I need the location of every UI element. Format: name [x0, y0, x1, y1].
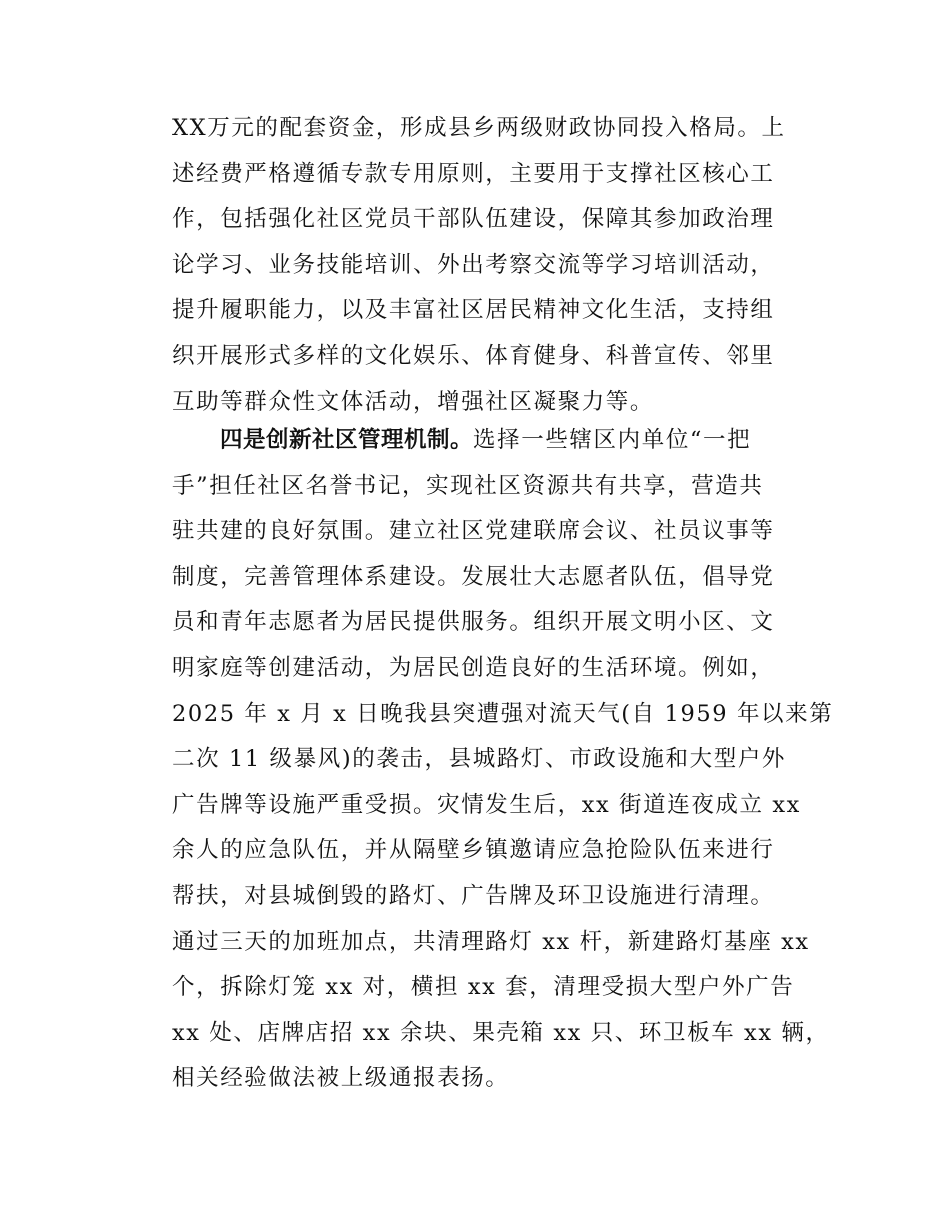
- text-line: 员和青年志愿者为居民提供服务。组织开展文明小区、文: [172, 609, 775, 636]
- text-line: 个，拆除灯笼 xx 对，横担 xx 套，清理受损大型户外广告: [172, 974, 795, 1001]
- text-line: 论学习、业务技能培训、外出考察交流等学习培训活动，: [172, 251, 775, 278]
- text-line: 广告牌等设施严重受损。灾情发生后，xx 街道连夜成立 xx: [172, 791, 801, 818]
- text-line: XX万元的配套资金，形成县乡两级财政协同投入格局。上: [172, 115, 786, 141]
- text-line: 织开展形式多样的文化娱乐、体育健身、科普宣传、邻里: [172, 342, 775, 369]
- text-line: 手”担任社区名誉书记，实现社区资源共有共享，营造共: [172, 472, 764, 499]
- text-run: 选择一些辖区内单位“一把: [473, 427, 752, 453]
- paragraph-funding: [172, 106, 804, 425]
- text-line: 二次 11 级暴风)的袭击，县城路灯、市政设施和大型户外: [172, 746, 787, 773]
- text-line: 作，包括强化社区党员干部队伍建设，保障其参加政治理: [172, 206, 775, 233]
- text-line: 互助等群众性文体活动，增强社区凝聚力等。: [172, 388, 655, 415]
- text-line: 提升履职能力，以及丰富社区居民精神文化生活，支持组: [172, 297, 775, 324]
- text-line: 明家庭等创建活动，为居民创造良好的生活环境。例如，: [172, 654, 775, 681]
- paragraph-management-mechanism: [172, 418, 834, 1102]
- text-line: 余人的应急队伍，并从隔壁乡镇邀请应急抢险队伍来进行: [172, 837, 775, 864]
- section-heading: 四是创新社区管理机制。: [220, 427, 474, 453]
- text-line: 帮扶，对县城倒毁的路灯、广告牌及环卫设施进行清理。: [172, 882, 775, 909]
- text-line: 述经费严格遵循专款专用原则，主要用于支撑社区核心工: [172, 160, 775, 187]
- text-line: 驻共建的良好氛围。建立社区党建联席会议、社员议事等: [172, 518, 775, 545]
- text-line: 制度，完善管理体系建设。发展壮大志愿者队伍，倡导党: [172, 563, 775, 590]
- text-line: 通过三天的加班加点，共清理路灯 xx 杆，新建路灯基座 xx: [172, 928, 810, 955]
- paragraph-first-line: [172, 418, 804, 464]
- text-line: 相关经验做法被上级通报表扬。: [172, 1065, 510, 1092]
- text-line: xx 处、店牌店招 xx 余块、果壳箱 xx 只、环卫板车 xx 辆，: [172, 1019, 830, 1046]
- text-line: 2025 年 x 月 x 日晚我县突遭强对流天气(自 1959 年以来第: [172, 700, 834, 727]
